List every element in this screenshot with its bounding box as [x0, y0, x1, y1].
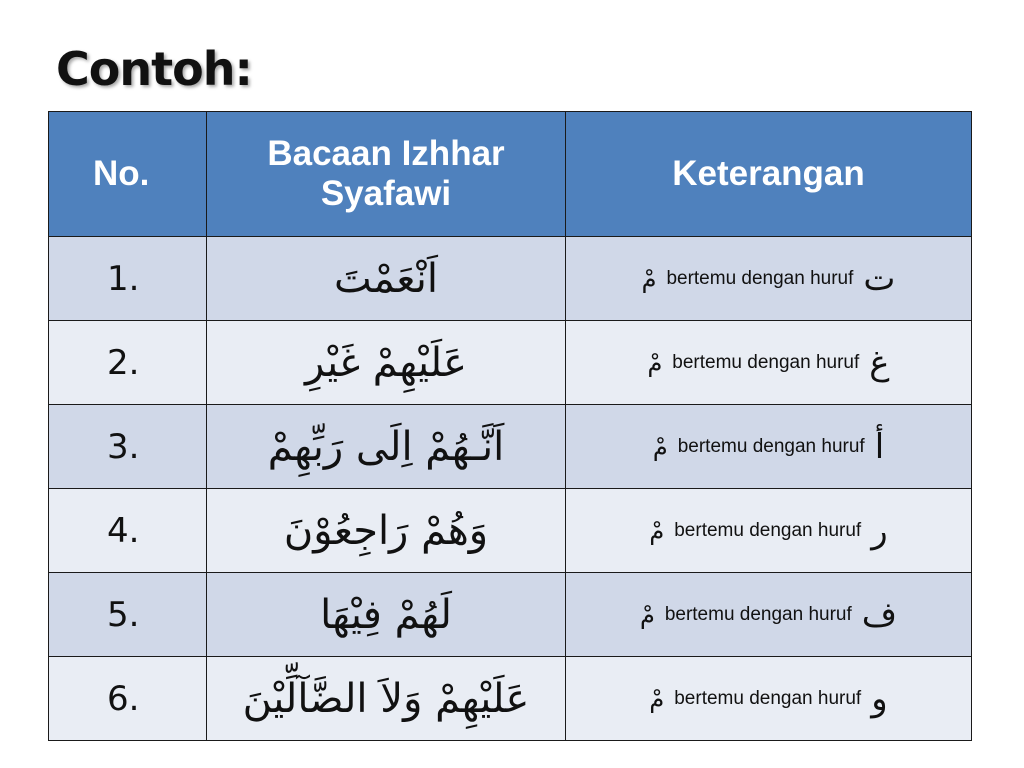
meem-sukun: مْ	[639, 600, 655, 629]
row-number: 2.	[49, 321, 207, 405]
keterangan-text: bertemu dengan huruf	[664, 603, 852, 625]
keterangan-cell	[566, 405, 972, 489]
row-number: 4.	[49, 489, 207, 573]
header-keterangan: Keterangan	[566, 112, 972, 237]
keterangan-cell	[566, 573, 972, 657]
keterangan-text: bertemu dengan huruf	[672, 351, 860, 373]
table-row	[49, 489, 972, 573]
keterangan-cell	[566, 237, 972, 321]
meem-sukun: مْ	[647, 348, 663, 377]
table-row	[49, 573, 972, 657]
header-bacaan: Bacaan Izhhar Syafawi	[207, 112, 566, 237]
keterangan-text: bertemu dengan huruf	[674, 687, 862, 709]
arabic-text: عَلَيْهِمْ غَيْرِ	[207, 321, 566, 405]
huruf-letter: ف	[861, 594, 898, 635]
keterangan-text: bertemu dengan huruf	[677, 435, 865, 457]
keterangan-cell	[566, 321, 972, 405]
keterangan-text: bertemu dengan huruf	[666, 267, 854, 289]
meem-sukun: مْ	[641, 264, 657, 293]
table-row	[49, 657, 972, 741]
huruf-letter: أ	[874, 426, 885, 467]
keterangan-text: bertemu dengan huruf	[674, 519, 862, 541]
keterangan-cell	[566, 489, 972, 573]
huruf-letter: ت	[863, 258, 896, 299]
table-row	[49, 405, 972, 489]
row-number: 1.	[49, 237, 207, 321]
header-no: No.	[49, 112, 207, 237]
row-number: 3.	[49, 405, 207, 489]
meem-sukun: مْ	[649, 684, 665, 713]
row-number: 5.	[49, 573, 207, 657]
table-row	[49, 237, 972, 321]
huruf-letter: ر	[871, 510, 888, 551]
row-number: 6.	[49, 657, 207, 741]
slide-title: Contoh:	[56, 42, 252, 96]
huruf-letter: و	[871, 678, 888, 719]
meem-sukun: مْ	[652, 432, 668, 461]
arabic-text: اَنَّـهُمْ اِلَى رَبِّهِمْ	[207, 405, 566, 489]
arabic-text: وَهُمْ رَاجِعُوْنَ	[207, 489, 566, 573]
arabic-text: لَهُمْ فِيْهَا	[207, 573, 566, 657]
izhhar-table	[48, 111, 972, 741]
arabic-text: عَلَيْهِمْ وَلاَ الضَّآلِّيْنَ	[207, 657, 566, 741]
table-header-row	[49, 112, 972, 237]
keterangan-cell	[566, 657, 972, 741]
huruf-letter: غ	[869, 342, 890, 383]
meem-sukun: مْ	[649, 516, 665, 545]
table-row	[49, 321, 972, 405]
arabic-text: اَنْعَمْتَ	[207, 237, 566, 321]
